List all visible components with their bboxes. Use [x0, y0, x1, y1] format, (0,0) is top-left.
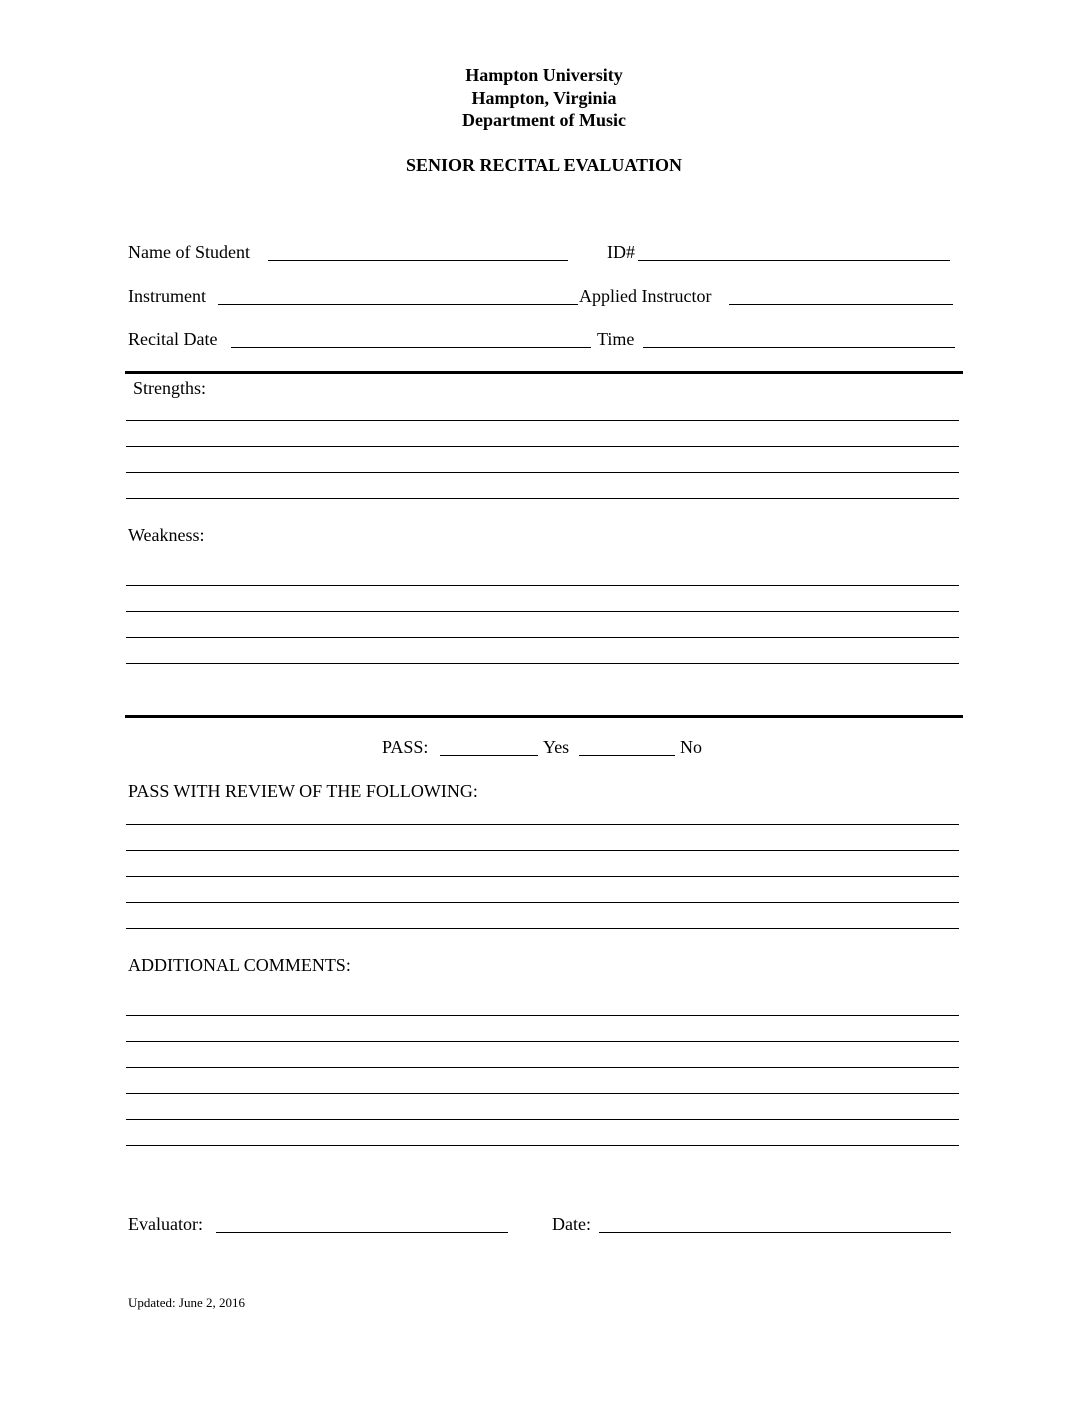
weakness-line[interactable] [126, 663, 959, 664]
pass-no-field[interactable] [579, 755, 675, 756]
strengths-line[interactable] [126, 446, 959, 447]
evaluator-label: Evaluator: [128, 1214, 203, 1234]
form-title: SENIOR RECITAL EVALUATION [405, 155, 683, 175]
comments-line[interactable] [126, 1041, 959, 1042]
review-line[interactable] [126, 824, 959, 825]
pass-label: PASS: [382, 737, 429, 757]
comments-line[interactable] [126, 1067, 959, 1068]
review-line[interactable] [126, 902, 959, 903]
weakness-line[interactable] [126, 585, 959, 586]
evaluator-field[interactable] [216, 1232, 508, 1233]
review-line[interactable] [126, 850, 959, 851]
recital-date-field[interactable] [231, 347, 591, 348]
section-divider [125, 715, 963, 718]
strengths-line[interactable] [126, 472, 959, 473]
university-location: Hampton, Virginia [471, 88, 617, 108]
id-label: ID# [607, 242, 635, 262]
weakness-line[interactable] [126, 611, 959, 612]
comments-line[interactable] [126, 1119, 959, 1120]
review-line[interactable] [126, 876, 959, 877]
recital-date-label: Recital Date [128, 329, 218, 349]
date-label: Date: [552, 1214, 591, 1234]
weakness-line[interactable] [126, 637, 959, 638]
instrument-field[interactable] [218, 304, 578, 305]
pass-yes-field[interactable] [440, 755, 538, 756]
weakness-label: Weakness: [128, 525, 205, 545]
yes-label: Yes [543, 737, 570, 757]
additional-comments-label: ADDITIONAL COMMENTS: [128, 955, 351, 975]
instrument-label: Instrument [128, 286, 206, 306]
strengths-label: Strengths: [133, 378, 207, 398]
pass-with-review-label: PASS WITH REVIEW OF THE FOLLOWING: [128, 781, 478, 801]
time-field[interactable] [643, 347, 955, 348]
applied-instructor-field[interactable] [729, 304, 953, 305]
strengths-line[interactable] [126, 420, 959, 421]
student-name-field[interactable] [268, 260, 568, 261]
no-label: No [680, 737, 702, 757]
strengths-line[interactable] [126, 498, 959, 499]
department-name: Department of Music [462, 110, 626, 130]
id-field[interactable] [638, 260, 950, 261]
review-line[interactable] [126, 928, 959, 929]
university-name: Hampton University [465, 65, 623, 85]
date-field[interactable] [599, 1232, 951, 1233]
applied-instructor-label: Applied Instructor [579, 286, 712, 306]
student-name-label: Name of Student [128, 242, 250, 262]
time-label: Time [597, 329, 635, 349]
comments-line[interactable] [126, 1015, 959, 1016]
section-divider [125, 371, 963, 374]
comments-line[interactable] [126, 1093, 959, 1094]
comments-line[interactable] [126, 1145, 959, 1146]
updated-note: Updated: June 2, 2016 [128, 1295, 245, 1310]
